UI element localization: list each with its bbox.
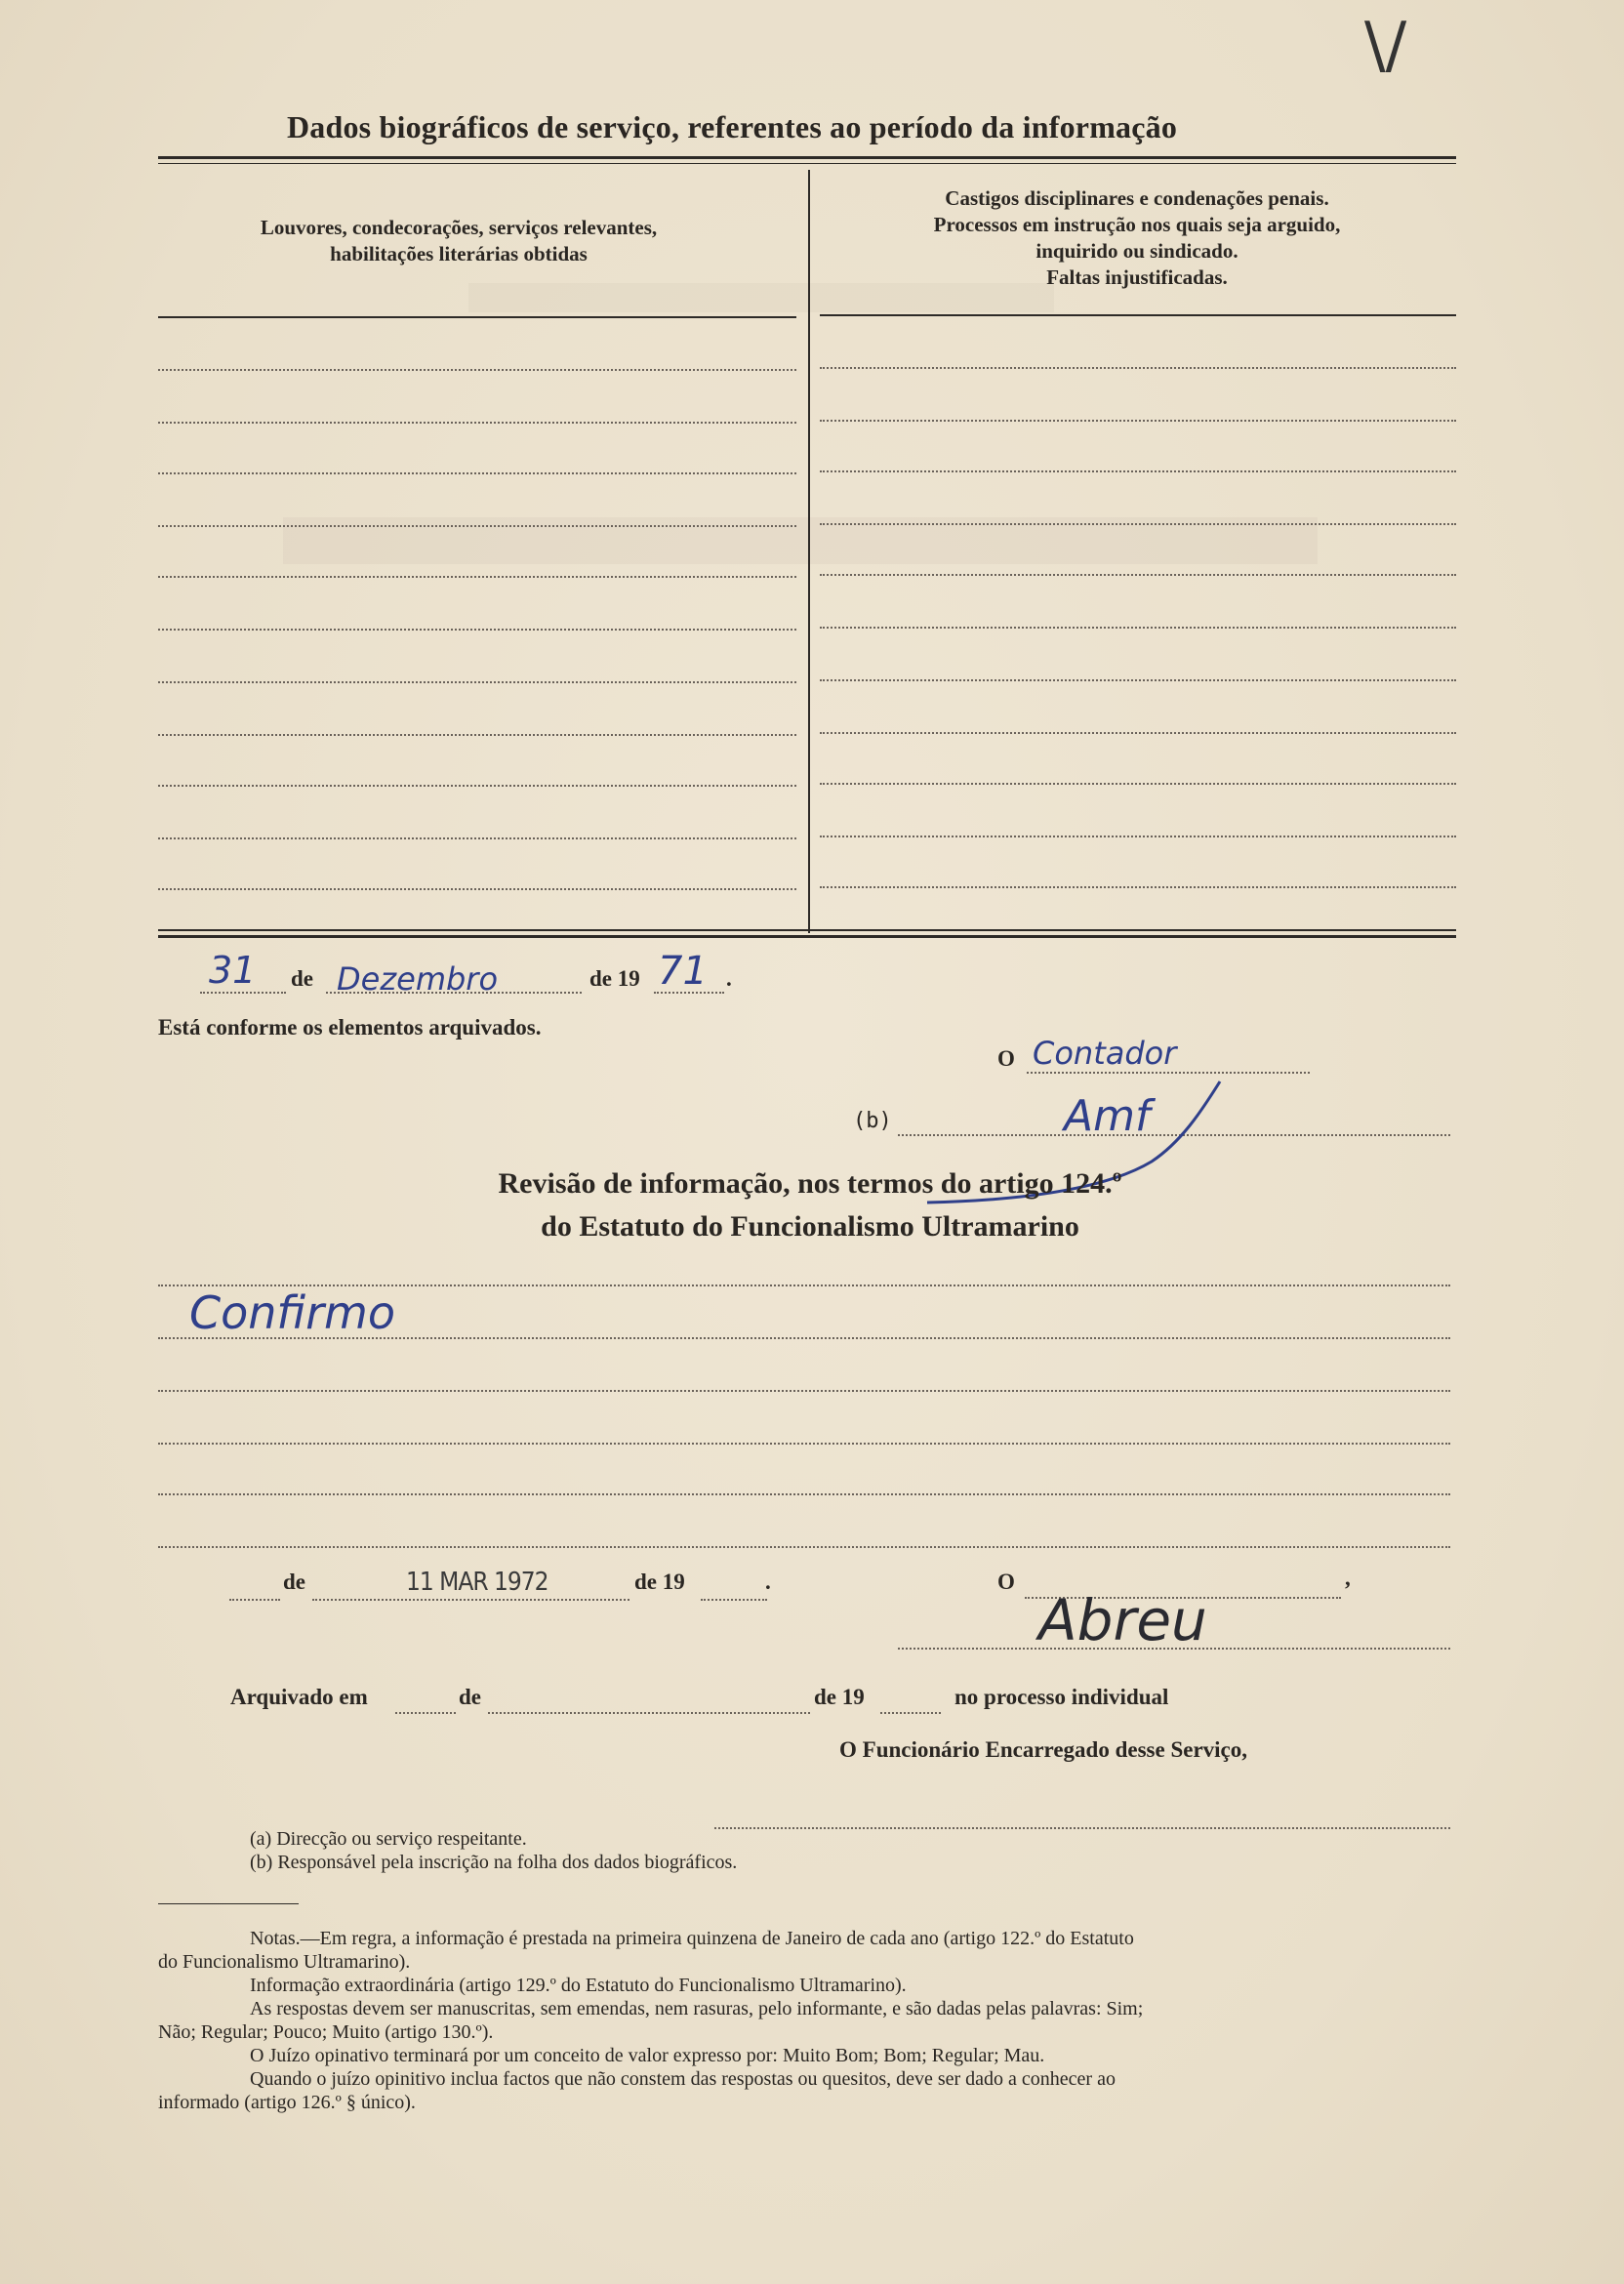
right-column-heading xyxy=(859,185,1415,291)
archive-month-field[interactable] xyxy=(488,1712,810,1714)
right-entry-line[interactable] xyxy=(820,679,1456,681)
right-entry-line[interactable] xyxy=(820,470,1456,472)
footnote-a: (a) Direcção ou serviço respeitante. xyxy=(250,1828,527,1850)
right-entry-line[interactable] xyxy=(820,836,1456,837)
signer-role-handwritten: Contador xyxy=(1033,1035,1177,1072)
date2-signature-handwritten: Abreu xyxy=(1038,1587,1207,1653)
right-entry-line[interactable] xyxy=(820,783,1456,785)
header-rule-top xyxy=(158,156,1456,159)
note-line: informado (artigo 126.º § único). xyxy=(158,2092,416,2113)
table-rule-bottom-2 xyxy=(158,935,1456,938)
date-period: . xyxy=(726,966,732,991)
left-entry-line[interactable] xyxy=(158,525,796,527)
revision-line[interactable] xyxy=(158,1443,1450,1445)
left-entry-line[interactable] xyxy=(158,785,796,787)
date2-day-field[interactable] xyxy=(229,1599,280,1601)
left-entry-line[interactable] xyxy=(158,369,796,371)
signer-signature-handwritten: Amf xyxy=(1064,1091,1151,1141)
date2-stamp: 11 MAR 1972 xyxy=(406,1568,548,1597)
date2-month-field[interactable] xyxy=(312,1599,629,1601)
date2-period: . xyxy=(765,1570,771,1594)
left-heading-line-1: Louvores, condecorações, serviços relevantes, xyxy=(260,216,658,239)
revision-line[interactable] xyxy=(158,1337,1450,1339)
date-de-label-1: de xyxy=(291,966,313,991)
signer-role-prefix: O xyxy=(997,1046,1015,1071)
date-month-field[interactable] xyxy=(326,992,582,994)
revision-handwritten: Confirmo xyxy=(189,1286,395,1339)
revision-line[interactable] xyxy=(158,1390,1450,1392)
revision-heading-line-2: do Estatuto do Funcionalismo Ultramarino xyxy=(541,1210,1079,1243)
date-year-label: de 19 xyxy=(589,966,640,991)
right-heading-line-3: inquirido ou sindicado. xyxy=(1035,239,1238,263)
note-line: O Juízo opinativo terminará por um conceito de valor expresso por: Muito Bom; Bom; Regular; Mau. xyxy=(250,2045,1045,2066)
left-entry-line[interactable] xyxy=(158,837,796,839)
notes-separator xyxy=(158,1903,299,1904)
date-year-handwritten: 71 xyxy=(658,949,708,994)
right-entry-line[interactable] xyxy=(820,523,1456,525)
right-entry-line[interactable] xyxy=(820,886,1456,888)
date2-de-label-1: de xyxy=(283,1570,305,1594)
left-column-heading xyxy=(195,215,722,267)
right-entry-line[interactable] xyxy=(820,627,1456,629)
date-day-handwritten: 31 xyxy=(209,949,257,992)
left-entry-line[interactable] xyxy=(158,734,796,736)
date-year-field[interactable] xyxy=(654,992,724,994)
left-heading-line-2: habilitações literárias obtidas xyxy=(330,242,588,265)
archive-day-field[interactable] xyxy=(395,1712,456,1714)
right-entry-line[interactable] xyxy=(820,732,1456,734)
signer-b-label: (b) xyxy=(853,1109,892,1133)
funcionario-signature-field[interactable] xyxy=(714,1827,1450,1829)
corner-handwritten-mark: \/ xyxy=(1364,10,1407,82)
revision-line[interactable] xyxy=(158,1493,1450,1495)
conforme-statement: Está conforme os elementos arquivados. xyxy=(158,1015,542,1040)
archive-processo-label: no processo individual xyxy=(954,1685,1169,1709)
table-rule-bottom-1 xyxy=(158,929,1456,931)
date-day-field[interactable] xyxy=(200,992,286,994)
right-entry-line[interactable] xyxy=(820,367,1456,369)
footnote-b: (b) Responsável pela inscrição na folha dos dados biográficos. xyxy=(250,1852,738,1873)
revision-line[interactable] xyxy=(158,1546,1450,1548)
archive-year-field[interactable] xyxy=(880,1712,941,1714)
revision-heading-line-1: Revisão de informação, nos termos do artigo 124.º xyxy=(498,1167,1122,1200)
note-line: Informação extraordinária (artigo 129.º do Estatuto do Funcionalismo Ultramarino). xyxy=(250,1975,907,1996)
left-entry-line[interactable] xyxy=(158,681,796,683)
right-heading-line-1: Castigos disciplinares e condenações penais. xyxy=(945,186,1329,210)
left-entry-line[interactable] xyxy=(158,576,796,578)
left-entry-line[interactable] xyxy=(158,472,796,474)
right-heading-line-4: Faltas injustificadas. xyxy=(1046,265,1228,289)
page-title: Dados biográficos de serviço, referentes ao período da informação xyxy=(286,109,1178,144)
date2-year-field[interactable] xyxy=(701,1599,767,1601)
date-month-handwritten: Dezembro xyxy=(337,960,499,998)
left-heading-rule xyxy=(158,316,796,318)
funcionario-label: O Funcionário Encarregado desse Serviço, xyxy=(839,1737,1248,1762)
left-entry-line[interactable] xyxy=(158,629,796,631)
archive-de-label-1: de xyxy=(459,1685,481,1709)
left-entry-line[interactable] xyxy=(158,422,796,424)
right-entry-line[interactable] xyxy=(820,420,1456,422)
date2-year-label: de 19 xyxy=(634,1570,685,1594)
right-entry-line[interactable] xyxy=(820,574,1456,576)
archive-label: Arquivado em xyxy=(230,1685,368,1709)
note-line: do Funcionalismo Ultramarino). xyxy=(158,1951,411,1973)
note-line: Quando o juízo opinitivo inclua factos que não constem das respostas ou quesitos, deve ser dado a conhecer ao xyxy=(250,2068,1116,2090)
archive-year-label: de 19 xyxy=(814,1685,865,1709)
note-line: As respostas devem ser manuscritas, sem emendas, nem rasuras, pelo informante, e são dadas pelas palavras: Sim; xyxy=(250,1998,1144,2019)
note-line: Não; Regular; Pouco; Muito (artigo 130.º). xyxy=(158,2021,494,2043)
left-entry-line[interactable] xyxy=(158,888,796,890)
right-heading-line-2: Processos em instrução nos quais seja arguido, xyxy=(933,213,1341,236)
header-rule-bottom xyxy=(158,163,1456,164)
date2-comma: , xyxy=(1345,1566,1351,1590)
right-heading-rule xyxy=(820,314,1456,316)
column-divider xyxy=(808,170,810,933)
date2-o-label: O xyxy=(997,1570,1015,1594)
note-line: Notas.—Em regra, a informação é prestada na primeira quinzena de Janeiro de cada ano (artigo 122.º do Estatuto xyxy=(250,1928,1134,1949)
notes-block xyxy=(158,1927,1456,2114)
